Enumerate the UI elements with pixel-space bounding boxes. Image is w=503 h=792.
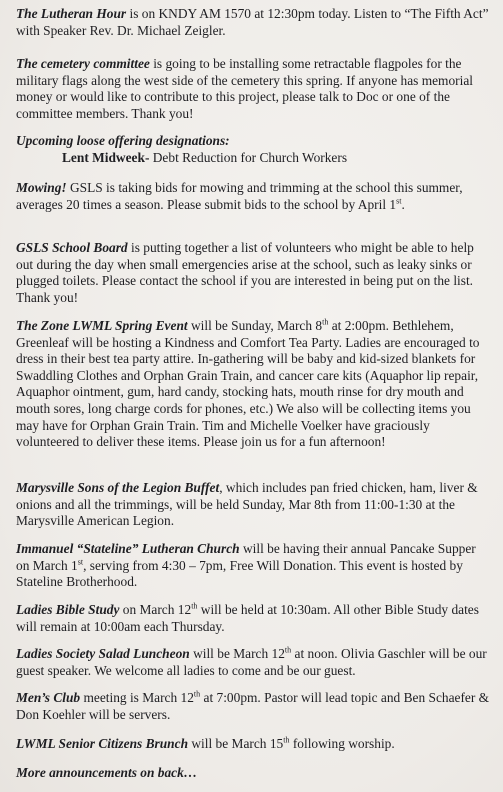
ordinal-suffix: th [284,645,292,655]
announcement-legion-buffet [16,480,492,530]
announcement-cemetery-committee [16,56,492,122]
announcement-lead: Men’s Club [16,690,81,705]
announcement-text: will be having their annual Pancake Supper on March 1 [16,541,476,573]
announcement-lead: LWML Senior Citizens Brunch [16,736,189,751]
announcement-senior-citizens-brunch [16,736,492,753]
announcement-lead: More announcements on back… [16,765,198,780]
announcement-text: is going to be installing some retractable flagpoles for the military flags along the west side of the cemetery this spring. If anyone has memorial money or would like to contribute to this project, please talk to Doc or one of the committee members. Thank you! [16,56,474,121]
announcement-lead: The Lutheran Hour [16,6,127,21]
announcement-mowing [16,180,492,213]
announcement-mens-club [16,690,492,723]
ordinal-suffix: st [77,557,84,567]
announcement-text: is on KNDY AM 1570 at 12:30pm today. Listen to “The Fifth Act” with Speaker Rev. Dr. Michael Zeigler. [16,6,489,38]
announcement-lwml-spring-event [16,318,492,451]
announcement-lead: Mowing! [16,180,67,195]
announcement-text: GSLS is taking bids for mowing and trimming at the school this summer, averages 20 times a season. Please submit bids to the school by April 1 [16,180,463,212]
announcement-school-board [16,240,492,306]
announcement-lead: Immanuel “Stateline” Lutheran Church [16,541,240,556]
announcement-stateline-pancake-supper [16,541,492,591]
offering-designation-purpose: Debt Reduction for Church Workers [149,149,348,165]
ordinal-suffix: st [396,196,402,206]
announcement-text: , which includes pan fried chicken, ham, liver & onions and all the trimmings, will be held Sunday, Mar 8th from 11:00-1:30 at the Marysville American Legion. [16,480,478,529]
announcement-text-tail: following worship. [289,736,395,751]
announcement-lead: Ladies Society Salad Luncheon [16,646,190,661]
announcement-salad-luncheon [16,646,492,679]
announcement-lead: The cemetery committee [16,56,150,71]
announcement-lead: Marysville Sons of the Legion Buffet [16,480,220,495]
announcement-lutheran-hour [16,6,492,39]
ordinal-suffix: th [283,735,290,745]
ordinal-suffix: th [322,317,329,327]
announcement-text-tail: at 2:00pm. Bethlehem, Greenleaf will be hosting a Kindness and Comfort Tea Party. Ladies are encouraged to dress in their best tea party attire. In-gathering will be baby and kid-sized blankets for Swaddling Clothes and Orphan Grain Train, and cancer care kits (Aquaphor lip repair, Aquaphor ointment, gum, hard candy, stocking hats, mouth rinse for dry mouth and mouth sores, long charge cords for phones, etc.) We also will be collecting items you may have for Orphan Grain Train. Tim and Michelle Voelker have graciously volunteered to deliver these items. Please join us for a fun afternoon! [16,318,480,450]
announcement-text-tail: at 7:00pm. Pastor will lead topic and Ben Schaefer & Don Koehler will be servers. [16,690,490,722]
announcement-lead: Ladies Bible Study [16,602,120,617]
announcement-offering-designations [16,133,492,166]
announcement-text-tail: will be held at 10:30am. All other Bible Study dates will remain at 10:00am each Thursday. [16,602,479,634]
announcement-lead: GSLS School Board [16,240,128,255]
announcement-text: meeting is March 12 [80,690,194,705]
announcement-text: will be March 15 [188,736,284,751]
announcement-ladies-bible-study [16,602,492,635]
announcement-lead: Upcoming loose offering designations: [16,133,230,148]
announcement-text-tail: at noon. Olivia Gaschler will be our guest speaker. We welcome all ladies to come and be our guest. [16,646,487,678]
announcement-lead: The Zone LWML Spring Event [16,318,188,333]
offering-designation-item [16,150,492,167]
announcement-text: will be Sunday, March 8 [187,318,323,333]
announcement-more-on-back [16,765,492,782]
announcement-text: will be March 12 [189,646,285,661]
announcement-text-tail: . [401,196,405,212]
announcement-text: is putting together a list of volunteers who might be able to help out during the day when small emergencies arise at the school, such as leaky sinks or plugged toilets. Please contact the school if you are interested in being put on the list. Thank you! [16,240,474,305]
announcement-text-tail: , serving from 4:30 – 7pm, Free Will Donation. This event is hosted by Stateline Brotherhood. [16,557,463,590]
announcement-text: on March 12 [119,602,192,617]
offering-designation-name: Lent Midweek- [62,149,150,165]
ordinal-suffix: th [193,689,201,699]
ordinal-suffix: th [191,601,198,611]
